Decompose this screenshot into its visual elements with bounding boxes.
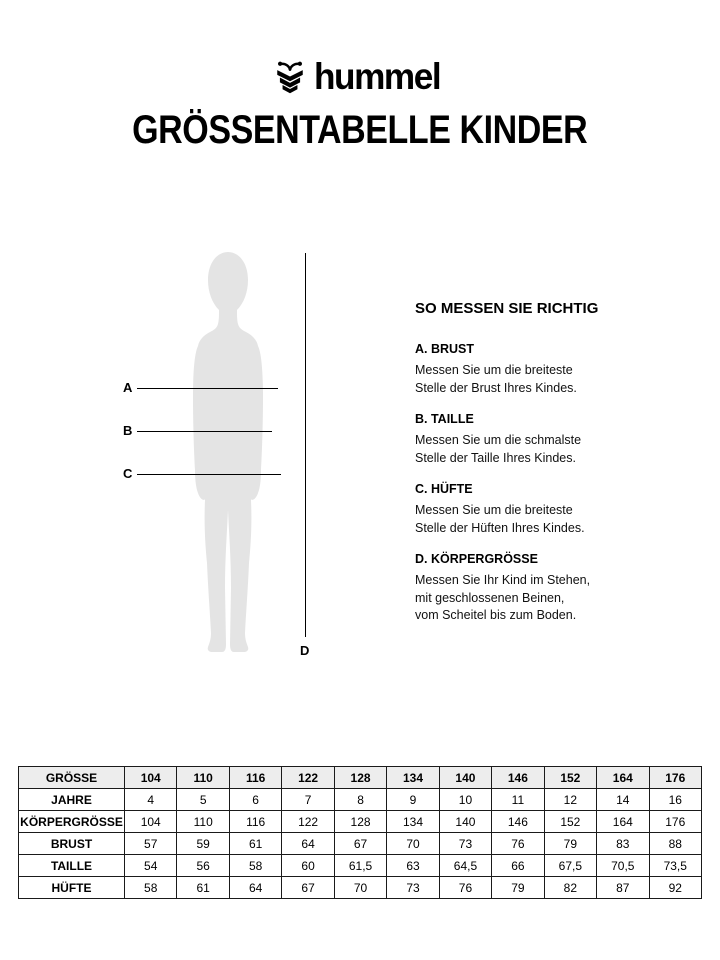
instruction-label: A. BRUST: [415, 342, 475, 356]
table-row: [19, 811, 702, 833]
table-cell: 63: [387, 855, 439, 877]
table-cell: 58: [229, 855, 281, 877]
table-cell: 64: [229, 877, 281, 899]
instruction-item-taille: [415, 412, 591, 467]
table-cell: 16: [649, 789, 701, 811]
instruction-text: Messen Sie Ihr Kind im Stehen, mit geschlossenen Beinen, vom Scheitel bis zum Boden.: [415, 573, 591, 622]
table-cell: 4: [125, 789, 177, 811]
table-row: [19, 767, 702, 789]
instruction-item-huefte: [415, 482, 591, 537]
measure-label-c: C: [123, 466, 133, 481]
table-cell: 152: [544, 811, 596, 833]
table-cell: 54: [125, 855, 177, 877]
table-cell: 176: [649, 767, 701, 789]
size-table-body: [19, 767, 702, 899]
instruction-label: B. TAILLE: [415, 412, 474, 426]
table-cell: 79: [544, 833, 596, 855]
table-row-label: JAHRE: [19, 789, 125, 811]
table-cell: 64: [282, 833, 334, 855]
table-row-label: HÜFTE: [19, 877, 125, 899]
table-cell: 164: [597, 767, 649, 789]
table-row: [19, 833, 702, 855]
measure-label-b: B: [123, 423, 133, 438]
page-title: GRÖSSENTABELLE KINDER: [132, 108, 588, 152]
table-cell: 116: [229, 811, 281, 833]
table-cell: 88: [649, 833, 701, 855]
child-silhouette-figure: [178, 248, 278, 668]
table-cell: 110: [177, 811, 229, 833]
size-table: [18, 766, 702, 899]
table-cell: 8: [334, 789, 386, 811]
table-row: [19, 855, 702, 877]
table-cell: 128: [334, 767, 386, 789]
measure-line-d: [305, 253, 306, 637]
table-cell: 57: [125, 833, 177, 855]
measure-line-c: [137, 474, 281, 475]
table-cell: 83: [597, 833, 649, 855]
table-cell: 59: [177, 833, 229, 855]
table-cell: 82: [544, 877, 596, 899]
measure-line-a: [137, 388, 278, 389]
table-cell: 70: [387, 833, 439, 855]
table-cell: 61: [229, 833, 281, 855]
table-cell: 73,5: [649, 855, 701, 877]
instruction-text: Messen Sie um die breiteste Stelle der Hüften Ihres Kindes.: [415, 503, 585, 535]
table-cell: 61: [177, 877, 229, 899]
table-cell: 76: [439, 877, 491, 899]
instruction-item-brust: [415, 342, 591, 397]
table-cell: 128: [334, 811, 386, 833]
table-cell: 56: [177, 855, 229, 877]
table-cell: 60: [282, 855, 334, 877]
hummel-bee-icon: [273, 60, 307, 94]
table-cell: 92: [649, 877, 701, 899]
table-cell: 70,5: [597, 855, 649, 877]
table-cell: 146: [492, 767, 544, 789]
table-cell: 134: [387, 811, 439, 833]
table-cell: 64,5: [439, 855, 491, 877]
table-cell: 61,5: [334, 855, 386, 877]
table-cell: 164: [597, 811, 649, 833]
table-cell: 146: [492, 811, 544, 833]
measuring-instructions: [415, 300, 599, 640]
table-cell: 6: [229, 789, 281, 811]
table-cell: 10: [439, 789, 491, 811]
measure-line-b: [137, 431, 272, 432]
table-cell: 14: [597, 789, 649, 811]
table-cell: 140: [439, 811, 491, 833]
table-cell: 176: [649, 811, 701, 833]
table-cell: 73: [387, 877, 439, 899]
table-cell: 104: [125, 767, 177, 789]
table-cell: 67: [282, 877, 334, 899]
table-cell: 58: [125, 877, 177, 899]
table-cell: 110: [177, 767, 229, 789]
table-cell: 87: [597, 877, 649, 899]
table-cell: 67: [334, 833, 386, 855]
table-cell: 76: [492, 833, 544, 855]
table-cell: 67,5: [544, 855, 596, 877]
table-cell: 79: [492, 877, 544, 899]
brand-logo-text: hummel: [314, 56, 441, 97]
table-cell: 122: [282, 811, 334, 833]
table-cell: 134: [387, 767, 439, 789]
table-cell: 66: [492, 855, 544, 877]
instruction-text: Messen Sie um die breiteste Stelle der Brust Ihres Kindes.: [415, 363, 577, 395]
instruction-item-koerpergroesse: [415, 552, 591, 625]
table-cell: 152: [544, 767, 596, 789]
table-cell: 11: [492, 789, 544, 811]
table-row-label: BRUST: [19, 833, 125, 855]
table-cell: 5: [177, 789, 229, 811]
table-row-label: TAILLE: [19, 855, 125, 877]
table-cell: 9: [387, 789, 439, 811]
table-row: [19, 877, 702, 899]
measure-label-d: D: [300, 643, 310, 658]
table-row-label: GRÖSSE: [19, 767, 125, 789]
table-cell: 116: [229, 767, 281, 789]
instructions-heading: SO MESSEN SIE RICHTIG: [415, 300, 599, 317]
table-row-label: KÖRPERGRÖSSE: [19, 811, 125, 833]
table-cell: 73: [439, 833, 491, 855]
table-cell: 104: [125, 811, 177, 833]
table-cell: 12: [544, 789, 596, 811]
table-cell: 70: [334, 877, 386, 899]
instruction-label: C. HÜFTE: [415, 482, 473, 496]
table-cell: 140: [439, 767, 491, 789]
table-cell: 122: [282, 767, 334, 789]
measure-label-a: A: [123, 380, 133, 395]
table-row: [19, 789, 702, 811]
brand-logo: [0, 56, 720, 98]
instruction-label: D. KÖRPERGRÖSSE: [415, 552, 538, 566]
table-cell: 7: [282, 789, 334, 811]
instruction-text: Messen Sie um die schmalste Stelle der Taille Ihres Kindes.: [415, 433, 582, 465]
